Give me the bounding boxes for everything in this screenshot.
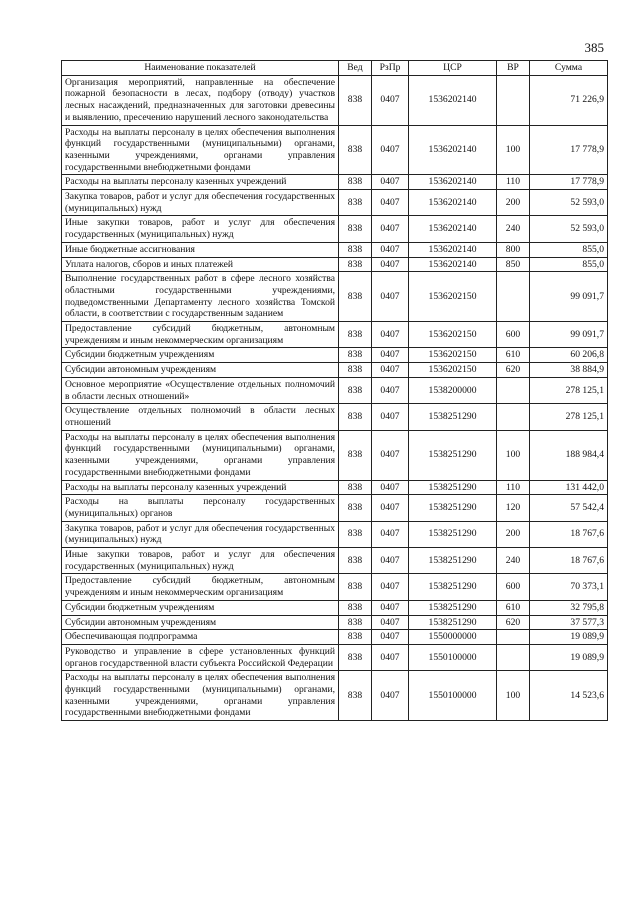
cell-rzpr: 0407 bbox=[372, 521, 409, 547]
page-number: 385 bbox=[584, 40, 604, 55]
cell-vr: 240 bbox=[497, 216, 530, 242]
table-row bbox=[62, 521, 608, 547]
cell-vr: 100 bbox=[497, 125, 530, 175]
table-row bbox=[62, 600, 608, 615]
table-row bbox=[62, 574, 608, 600]
table-row bbox=[62, 630, 608, 645]
cell-vr bbox=[497, 644, 530, 670]
cell-csr: 1550100000 bbox=[409, 671, 497, 721]
cell-sum: 99 091,7 bbox=[530, 272, 608, 322]
cell-sum: 52 593,0 bbox=[530, 190, 608, 216]
cell-csr: 1536202150 bbox=[409, 322, 497, 348]
cell-csr: 1536202140 bbox=[409, 75, 497, 125]
cell-csr: 1538251290 bbox=[409, 615, 497, 630]
cell-vr: 200 bbox=[497, 190, 530, 216]
cell-name: Субсидии автономным учреждениям bbox=[62, 615, 339, 630]
cell-name: Уплата налогов, сборов и иных платежей bbox=[62, 257, 339, 272]
cell-rzpr: 0407 bbox=[372, 404, 409, 430]
cell-name: Иные бюджетные ассигнования bbox=[62, 242, 339, 257]
cell-sum: 278 125,1 bbox=[530, 404, 608, 430]
cell-sum: 32 795,8 bbox=[530, 600, 608, 615]
cell-name: Расходы на выплаты персоналу в целях обеспечения выполнения функций государственными (муниципальными) органами, казенными учреждениями, органами управления государственными внебюджетными фондами bbox=[62, 430, 339, 480]
cell-sum: 60 206,8 bbox=[530, 348, 608, 363]
cell-rzpr: 0407 bbox=[372, 125, 409, 175]
cell-rzpr: 0407 bbox=[372, 190, 409, 216]
table-row bbox=[62, 175, 608, 190]
cell-rzpr: 0407 bbox=[372, 644, 409, 670]
cell-csr: 1536202140 bbox=[409, 175, 497, 190]
cell-ved: 838 bbox=[339, 242, 372, 257]
column-header-rzpr: РзПр bbox=[372, 61, 409, 76]
cell-ved: 838 bbox=[339, 322, 372, 348]
table-row bbox=[62, 272, 608, 322]
cell-name: Расходы на выплаты персоналу государственных (муниципальных) органов bbox=[62, 495, 339, 521]
cell-csr: 1550000000 bbox=[409, 630, 497, 645]
cell-csr: 1538200000 bbox=[409, 377, 497, 403]
table-row bbox=[62, 644, 608, 670]
table-row bbox=[62, 363, 608, 378]
table-row bbox=[62, 257, 608, 272]
cell-rzpr: 0407 bbox=[372, 548, 409, 574]
cell-csr: 1536202150 bbox=[409, 272, 497, 322]
cell-name: Предоставление субсидий бюджетным, автономным учреждениям и иным некоммерческим организациям bbox=[62, 322, 339, 348]
cell-vr: 600 bbox=[497, 322, 530, 348]
cell-vr bbox=[497, 75, 530, 125]
cell-rzpr: 0407 bbox=[372, 242, 409, 257]
table-row bbox=[62, 216, 608, 242]
cell-csr: 1536202140 bbox=[409, 242, 497, 257]
cell-name: Субсидии автономным учреждениям bbox=[62, 363, 339, 378]
cell-sum: 18 767,6 bbox=[530, 521, 608, 547]
cell-ved: 838 bbox=[339, 363, 372, 378]
cell-ved: 838 bbox=[339, 495, 372, 521]
cell-csr: 1538251290 bbox=[409, 404, 497, 430]
cell-name: Основное мероприятие «Осуществление отдельных полномочий в области лесных отношений» bbox=[62, 377, 339, 403]
cell-sum: 19 089,9 bbox=[530, 644, 608, 670]
cell-rzpr: 0407 bbox=[372, 257, 409, 272]
cell-vr: 110 bbox=[497, 175, 530, 190]
cell-vr: 600 bbox=[497, 574, 530, 600]
cell-vr: 850 bbox=[497, 257, 530, 272]
table-row bbox=[62, 190, 608, 216]
cell-sum: 855,0 bbox=[530, 242, 608, 257]
cell-ved: 838 bbox=[339, 190, 372, 216]
cell-sum: 131 442,0 bbox=[530, 480, 608, 495]
cell-csr: 1538251290 bbox=[409, 548, 497, 574]
cell-rzpr: 0407 bbox=[372, 75, 409, 125]
cell-ved: 838 bbox=[339, 600, 372, 615]
cell-vr: 800 bbox=[497, 242, 530, 257]
cell-csr: 1538251290 bbox=[409, 600, 497, 615]
cell-ved: 838 bbox=[339, 480, 372, 495]
cell-name: Расходы на выплаты персоналу в целях обеспечения выполнения функций государственными (муниципальными) органами, казенными учреждениями, органами управления государственными внебюджетными фондами bbox=[62, 671, 339, 721]
cell-vr bbox=[497, 630, 530, 645]
cell-csr: 1538251290 bbox=[409, 574, 497, 600]
cell-csr: 1536202150 bbox=[409, 363, 497, 378]
table-row bbox=[62, 75, 608, 125]
cell-vr: 610 bbox=[497, 600, 530, 615]
table-row bbox=[62, 671, 608, 721]
cell-name: Расходы на выплаты персоналу в целях обеспечения выполнения функций государственными (муниципальными) органами, казенными учреждениями, органами управления государственными внебюджетными фондами bbox=[62, 125, 339, 175]
cell-vr: 610 bbox=[497, 348, 530, 363]
cell-sum: 99 091,7 bbox=[530, 322, 608, 348]
cell-vr: 240 bbox=[497, 548, 530, 574]
column-header-ved: Вед bbox=[339, 61, 372, 76]
cell-sum: 57 542,4 bbox=[530, 495, 608, 521]
cell-sum: 38 884,9 bbox=[530, 363, 608, 378]
cell-csr: 1538251290 bbox=[409, 521, 497, 547]
cell-sum: 17 778,9 bbox=[530, 125, 608, 175]
cell-name: Иные закупки товаров, работ и услуг для обеспечения государственных (муниципальных) нужд bbox=[62, 216, 339, 242]
cell-rzpr: 0407 bbox=[372, 630, 409, 645]
cell-rzpr: 0407 bbox=[372, 495, 409, 521]
cell-ved: 838 bbox=[339, 125, 372, 175]
cell-ved: 838 bbox=[339, 75, 372, 125]
cell-rzpr: 0407 bbox=[372, 363, 409, 378]
cell-name: Организация мероприятий, направленные на обеспечение пожарной безопасности в лесах, подбору (отводу) участков лесных насаждений, предназначенных для заготовки древесины и выявлению, пресечению нарушений лесного законодательства bbox=[62, 75, 339, 125]
cell-ved: 838 bbox=[339, 257, 372, 272]
table-row bbox=[62, 322, 608, 348]
cell-ved: 838 bbox=[339, 404, 372, 430]
cell-vr: 120 bbox=[497, 495, 530, 521]
cell-vr: 200 bbox=[497, 521, 530, 547]
cell-csr: 1538251290 bbox=[409, 495, 497, 521]
cell-ved: 838 bbox=[339, 615, 372, 630]
table-row bbox=[62, 495, 608, 521]
cell-name: Руководство и управление в сфере установленных функций органов государственной власти субъекта Российской Федерации bbox=[62, 644, 339, 670]
cell-csr: 1536202140 bbox=[409, 216, 497, 242]
cell-sum: 70 373,1 bbox=[530, 574, 608, 600]
cell-ved: 838 bbox=[339, 348, 372, 363]
cell-name: Субсидии бюджетным учреждениям bbox=[62, 348, 339, 363]
cell-rzpr: 0407 bbox=[372, 574, 409, 600]
cell-rzpr: 0407 bbox=[372, 480, 409, 495]
cell-name: Осуществление отдельных полномочий в области лесных отношений bbox=[62, 404, 339, 430]
cell-name: Закупка товаров, работ и услуг для обеспечения государственных (муниципальных) нужд bbox=[62, 190, 339, 216]
cell-rzpr: 0407 bbox=[372, 430, 409, 480]
cell-rzpr: 0407 bbox=[372, 322, 409, 348]
cell-vr: 100 bbox=[497, 671, 530, 721]
cell-csr: 1536202140 bbox=[409, 190, 497, 216]
cell-name: Предоставление субсидий бюджетным, автономным учреждениям и иным некоммерческим организациям bbox=[62, 574, 339, 600]
cell-sum: 71 226,9 bbox=[530, 75, 608, 125]
column-header-vr: ВР bbox=[497, 61, 530, 76]
table-header-row bbox=[62, 61, 608, 76]
cell-rzpr: 0407 bbox=[372, 175, 409, 190]
table-row bbox=[62, 615, 608, 630]
column-header-name: Наименование показателей bbox=[62, 61, 339, 76]
cell-ved: 838 bbox=[339, 430, 372, 480]
cell-sum: 278 125,1 bbox=[530, 377, 608, 403]
table-row bbox=[62, 480, 608, 495]
cell-rzpr: 0407 bbox=[372, 600, 409, 615]
cell-vr: 620 bbox=[497, 363, 530, 378]
cell-sum: 18 767,6 bbox=[530, 548, 608, 574]
cell-ved: 838 bbox=[339, 574, 372, 600]
cell-sum: 17 778,9 bbox=[530, 175, 608, 190]
table-row bbox=[62, 430, 608, 480]
cell-name: Выполнение государственных работ в сфере лесного хозяйства областными государственными учреждениями, подведомственными Департаменту лесного хозяйства Томской области, в соответствии с государственным заданием bbox=[62, 272, 339, 322]
cell-csr: 1536202140 bbox=[409, 125, 497, 175]
cell-ved: 838 bbox=[339, 272, 372, 322]
cell-name: Иные закупки товаров, работ и услуг для обеспечения государственных (муниципальных) нужд bbox=[62, 548, 339, 574]
cell-vr bbox=[497, 272, 530, 322]
cell-sum: 37 577,3 bbox=[530, 615, 608, 630]
table-row bbox=[62, 404, 608, 430]
cell-sum: 14 523,6 bbox=[530, 671, 608, 721]
cell-ved: 838 bbox=[339, 377, 372, 403]
cell-name: Субсидии бюджетным учреждениям bbox=[62, 600, 339, 615]
cell-rzpr: 0407 bbox=[372, 216, 409, 242]
cell-sum: 188 984,4 bbox=[530, 430, 608, 480]
cell-csr: 1538251290 bbox=[409, 430, 497, 480]
cell-sum: 19 089,9 bbox=[530, 630, 608, 645]
cell-csr: 1550100000 bbox=[409, 644, 497, 670]
cell-ved: 838 bbox=[339, 521, 372, 547]
cell-vr: 110 bbox=[497, 480, 530, 495]
column-header-csr: ЦСР bbox=[409, 61, 497, 76]
cell-ved: 838 bbox=[339, 644, 372, 670]
cell-name: Закупка товаров, работ и услуг для обеспечения государственных (муниципальных) нужд bbox=[62, 521, 339, 547]
cell-sum: 52 593,0 bbox=[530, 216, 608, 242]
cell-csr: 1538251290 bbox=[409, 480, 497, 495]
cell-rzpr: 0407 bbox=[372, 348, 409, 363]
cell-csr: 1536202140 bbox=[409, 257, 497, 272]
cell-rzpr: 0407 bbox=[372, 272, 409, 322]
cell-rzpr: 0407 bbox=[372, 377, 409, 403]
cell-rzpr: 0407 bbox=[372, 671, 409, 721]
cell-name: Расходы на выплаты персоналу казенных учреждений bbox=[62, 480, 339, 495]
table-row bbox=[62, 125, 608, 175]
cell-vr bbox=[497, 377, 530, 403]
table-row bbox=[62, 377, 608, 403]
cell-rzpr: 0407 bbox=[372, 615, 409, 630]
budget-table bbox=[61, 60, 608, 721]
table-body bbox=[62, 75, 608, 720]
cell-name: Обеспечивающая подпрограмма bbox=[62, 630, 339, 645]
table-row bbox=[62, 548, 608, 574]
table-row bbox=[62, 242, 608, 257]
cell-ved: 838 bbox=[339, 630, 372, 645]
cell-csr: 1536202150 bbox=[409, 348, 497, 363]
table-row bbox=[62, 348, 608, 363]
column-header-sum: Сумма bbox=[530, 61, 608, 76]
cell-vr bbox=[497, 404, 530, 430]
cell-ved: 838 bbox=[339, 175, 372, 190]
cell-ved: 838 bbox=[339, 216, 372, 242]
cell-sum: 855,0 bbox=[530, 257, 608, 272]
cell-ved: 838 bbox=[339, 548, 372, 574]
cell-vr: 620 bbox=[497, 615, 530, 630]
cell-name: Расходы на выплаты персоналу казенных учреждений bbox=[62, 175, 339, 190]
cell-ved: 838 bbox=[339, 671, 372, 721]
cell-vr: 100 bbox=[497, 430, 530, 480]
